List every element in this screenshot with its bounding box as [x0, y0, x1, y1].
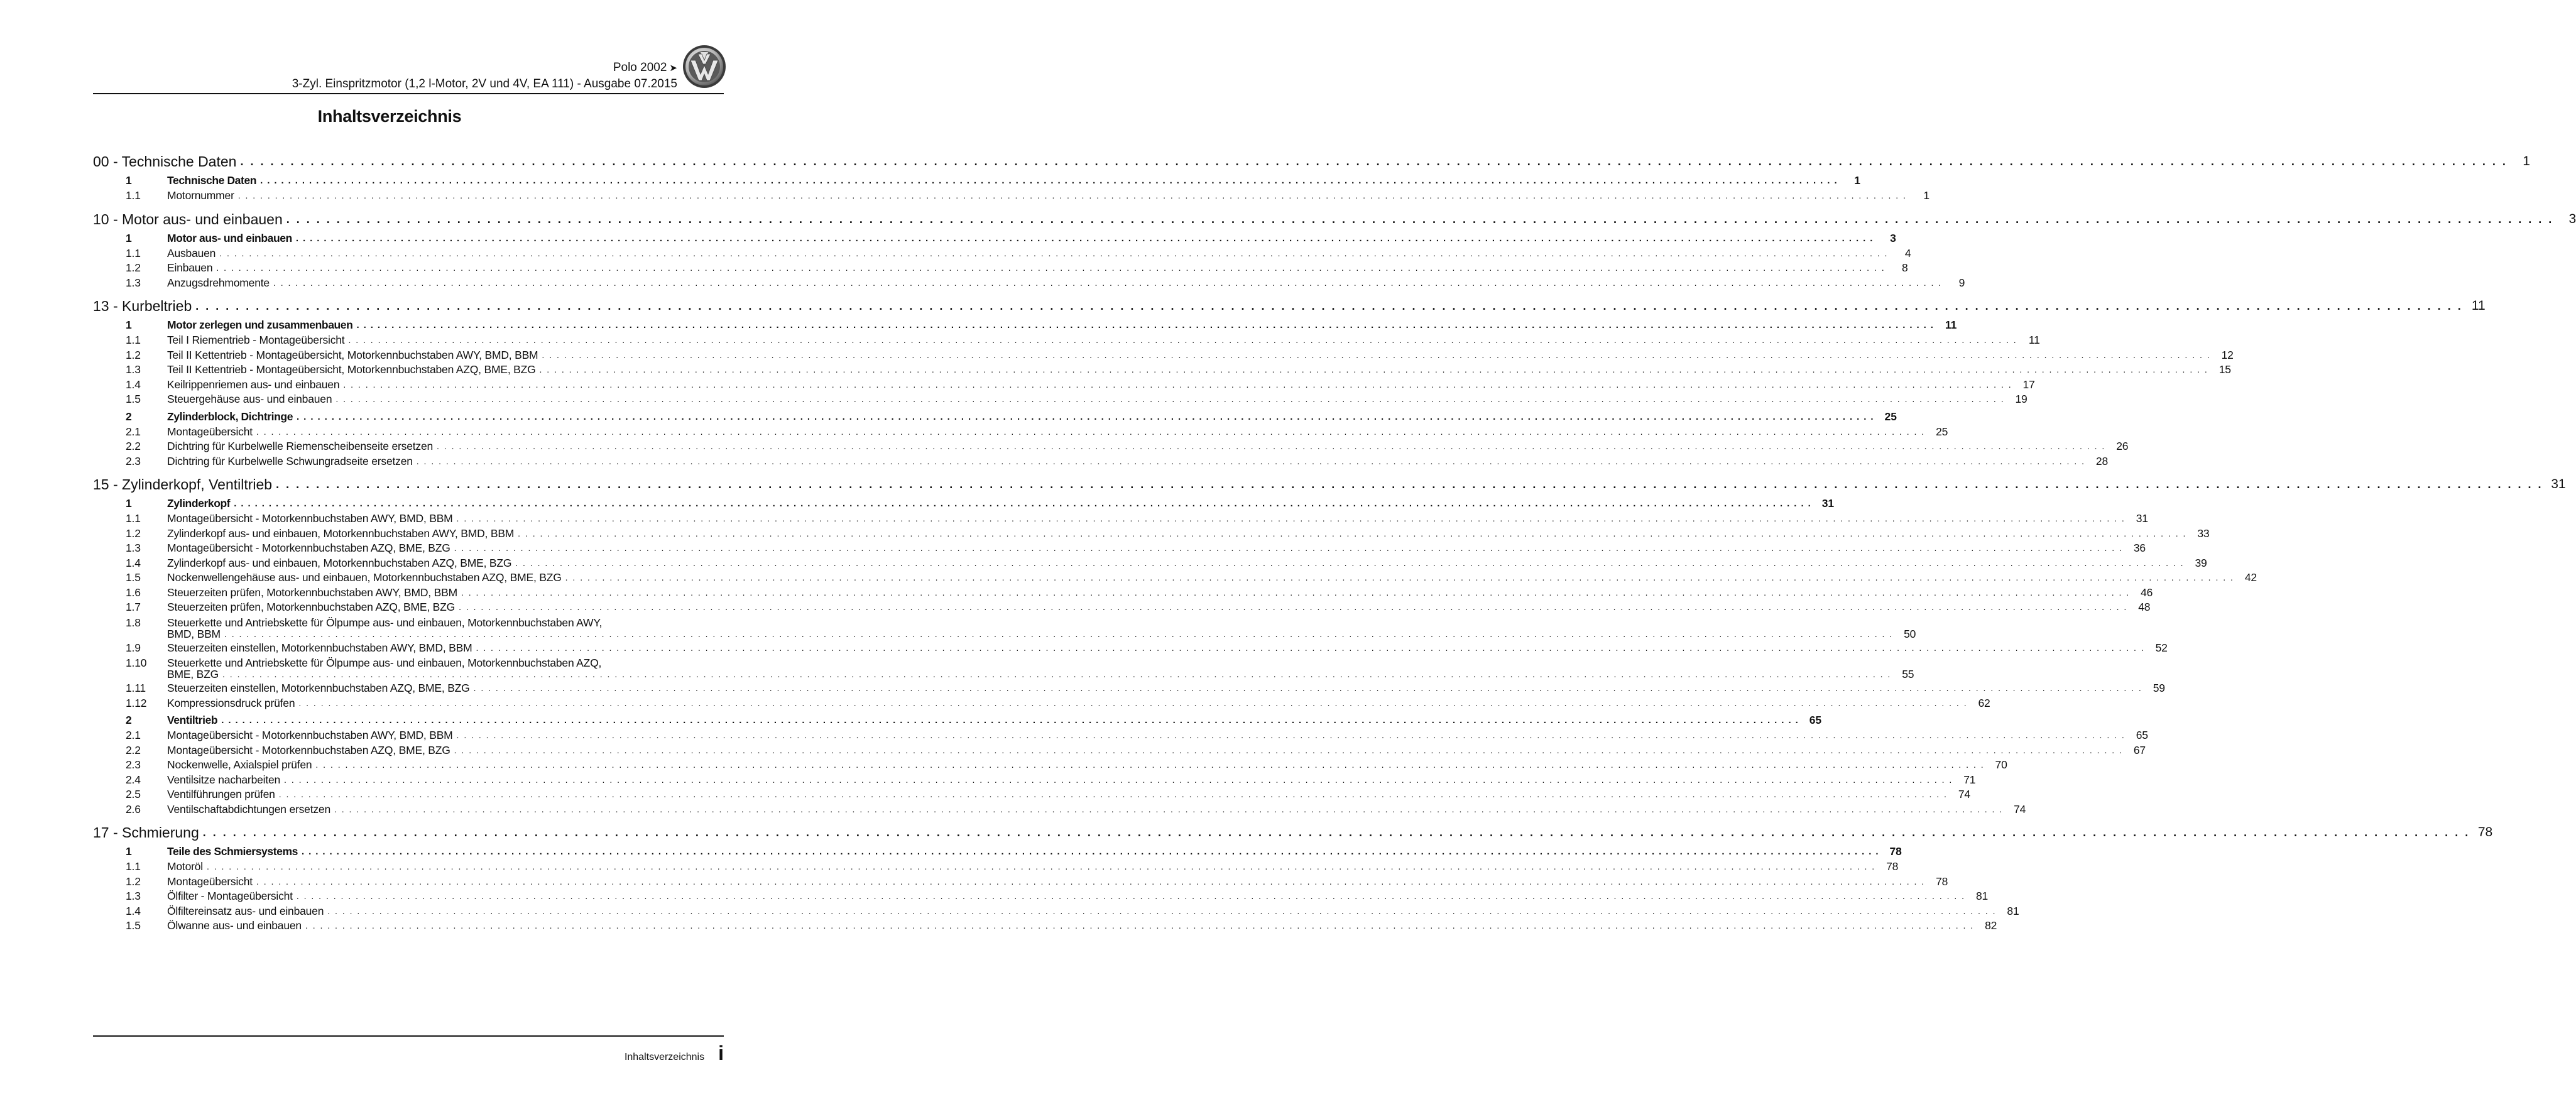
- item-number: 1: [126, 319, 132, 331]
- vw-logo-icon: [682, 44, 727, 89]
- page-ref: 3: [1890, 231, 1896, 244]
- dot-leader: [256, 875, 1925, 890]
- item-number: 1.10: [126, 657, 147, 669]
- item-title: Ventilschaftabdichtungen ersetzen: [167, 802, 330, 816]
- arrow-right-icon: ➤: [669, 63, 677, 74]
- page-ref: 15: [2219, 363, 2231, 376]
- toc-item[interactable]: [93, 511, 2148, 526]
- item-number: 1.5: [126, 393, 141, 405]
- model-name: Polo 2002: [613, 61, 667, 74]
- toc-item[interactable]: [93, 787, 1970, 802]
- model-line: [93, 60, 677, 76]
- item-title: Steuerkette und Antriebskette für Ölpumpe aus- und einbauen, Motorkennbuchstaben AWY,: [167, 616, 603, 629]
- page-ref: 67: [2133, 743, 2146, 756]
- item-title: Steuergehäuse aus- und einbauen: [167, 393, 332, 405]
- toc-section[interactable]: [93, 844, 1902, 859]
- dot-leader: [334, 802, 2003, 817]
- page-ref: 62: [1978, 696, 1990, 709]
- page-ref: 74: [2014, 802, 2026, 816]
- item-number: 1.7: [126, 601, 141, 613]
- dot-leader: [336, 392, 2004, 407]
- item-title: Teil II Kettentrieb - Montageübersicht, Motorkennbuchstaben AWY, BMD, BBM: [167, 348, 538, 361]
- toc-item[interactable]: [93, 333, 2040, 348]
- dot-leader: [417, 454, 2085, 469]
- page-ref: 4: [1904, 246, 1911, 259]
- dot-leader: [219, 246, 1888, 261]
- item-number: 1.2: [126, 348, 141, 361]
- page-ref: 78: [2477, 825, 2493, 839]
- page-ref: 1: [1854, 174, 1861, 187]
- page-ref: 1: [2523, 154, 2530, 168]
- item-title: Zylinderblock, Dichtringe: [167, 410, 293, 423]
- dot-leader: [476, 641, 2144, 656]
- item-title: Dichtring für Kurbelwelle Schwungradseite ersetzen: [167, 454, 413, 467]
- dot-leader: [356, 317, 1934, 333]
- footer-rule: [93, 1035, 724, 1037]
- item-number: 1.2: [126, 526, 141, 540]
- toc-item[interactable]: [93, 696, 1990, 711]
- dot-leader: [256, 425, 1925, 440]
- toc-section[interactable]: [93, 496, 1835, 511]
- chapter-title: 00 - Technische Daten: [93, 153, 237, 170]
- dot-leader: [207, 859, 1875, 875]
- item-number: 1: [126, 174, 132, 187]
- item-title: Ausbauen: [167, 246, 216, 259]
- dot-leader: [276, 475, 2543, 494]
- item-title-continued: BME, BZG: [167, 668, 219, 680]
- dot-leader: [221, 712, 1799, 728]
- toc-item[interactable]: [93, 188, 1929, 204]
- page-ref: 81: [2007, 904, 2019, 917]
- dot-leader: [327, 904, 1996, 919]
- toc-item[interactable]: [93, 758, 2007, 773]
- page-ref: 25: [1936, 425, 1948, 438]
- dot-leader: [454, 541, 2123, 556]
- item-title: Steuerkette und Antriebskette für Ölpumpe aus- und einbauen, Motorkennbuchstaben AZQ,: [167, 657, 602, 669]
- toc-item[interactable]: [93, 919, 1997, 934]
- dot-leader: [437, 439, 2105, 454]
- item-title: Anzugsdrehmomente: [167, 276, 270, 289]
- item-number: 1.4: [126, 556, 141, 569]
- page-ref: 74: [1958, 788, 1970, 800]
- dot-leader: [234, 496, 1811, 511]
- toc-item[interactable]: [93, 875, 1948, 890]
- item-number: 1.5: [126, 919, 141, 932]
- item-title: Montageübersicht - Motorkennbuchstaben AWY, BMD, BBM: [167, 512, 453, 525]
- dot-leader: [454, 743, 2123, 758]
- item-number: 1.1: [126, 246, 141, 259]
- dot-leader: [302, 844, 1879, 859]
- toc-chapter[interactable]: [93, 823, 2493, 842]
- item-number: 1.12: [126, 696, 147, 709]
- toc-chapter[interactable]: [93, 152, 2530, 171]
- dot-leader: [457, 511, 2126, 526]
- dot-leader: [297, 889, 1965, 904]
- item-title: Ölfilter - Montageübersicht: [167, 890, 293, 902]
- dot-leader: [260, 173, 1838, 188]
- toc-item[interactable]: [93, 802, 2026, 817]
- toc-item[interactable]: [93, 526, 2210, 542]
- dot-leader: [515, 556, 2184, 571]
- item-number: 2: [126, 714, 132, 726]
- item-title: Steuerzeiten einstellen, Motorkennbuchstaben AWY, BMD, BBM: [167, 641, 472, 654]
- toc-item[interactable]: [93, 556, 2207, 571]
- page-ref: 31: [2136, 512, 2148, 525]
- item-title: Teil I Riementrieb - Montageübersicht: [167, 334, 345, 346]
- item-title: Motor aus- und einbauen: [167, 231, 292, 244]
- item-title: Zylinderkopf aus- und einbauen, Motorkennbuchstaben AZQ, BME, BZG: [167, 556, 512, 569]
- item-number: 2.1: [126, 729, 141, 741]
- page-ref: 25: [1884, 410, 1897, 423]
- dot-leader: [297, 409, 1874, 425]
- toc-item[interactable]: [93, 363, 2231, 378]
- toc-item[interactable]: [93, 392, 2028, 407]
- page-ref: 82: [1985, 919, 1997, 932]
- item-title: Technische Daten: [167, 174, 257, 187]
- toc-item[interactable]: [93, 889, 1989, 904]
- footer-label: Inhaltsverzeichnis: [624, 1052, 705, 1062]
- item-title: Motornummer: [167, 189, 234, 202]
- item-number: 1.3: [126, 890, 141, 902]
- toc-section[interactable]: [93, 712, 1822, 728]
- item-title: Einbauen: [167, 261, 213, 274]
- item-title: Zylinderkopf aus- und einbauen, Motorkennbuchstaben AWY, BMD, BBM: [167, 526, 515, 540]
- item-number: 2.6: [126, 802, 141, 816]
- page-ref: 31: [1821, 497, 1835, 510]
- dot-leader: [343, 378, 2012, 393]
- item-number: 1.1: [126, 512, 141, 525]
- item-title: Zylinderkopf: [167, 497, 231, 510]
- toc-section[interactable]: [93, 173, 1861, 188]
- toc-chapter[interactable]: [93, 297, 2486, 315]
- item-number: 1.2: [126, 875, 141, 888]
- dot-leader: [296, 231, 1874, 246]
- item-title: Nockenwelle, Axialspiel prüfen: [167, 758, 312, 771]
- toc-section[interactable]: [93, 409, 1897, 425]
- dot-leader: [315, 758, 1984, 773]
- item-number: 1: [126, 497, 132, 510]
- page-ref: 1: [1923, 189, 1929, 202]
- page-ref: 50: [1904, 627, 1916, 640]
- dot-leader: [461, 586, 2130, 601]
- toc-chapter[interactable]: [93, 475, 2566, 494]
- page-ref: 81: [1975, 890, 1989, 902]
- item-title: Montageübersicht - Motorkennbuchstaben AZQ, BME, BZG: [167, 542, 450, 554]
- page-ref: 28: [2095, 454, 2108, 467]
- item-number: 2.5: [126, 788, 141, 800]
- table-of-contents: [93, 152, 2576, 934]
- toc-item[interactable]: [93, 615, 1916, 641]
- item-number: 1.9: [126, 641, 141, 654]
- dot-leader: [348, 333, 2017, 348]
- page-ref: 48: [2138, 601, 2151, 613]
- dot-leader: [542, 348, 2210, 363]
- page-ref: 11: [2028, 334, 2040, 346]
- item-number: 1.4: [126, 378, 141, 391]
- item-number: 1.6: [126, 586, 141, 599]
- item-title: Ölwanne aus- und einbauen: [167, 919, 302, 932]
- toc-section[interactable]: [93, 317, 1957, 333]
- item-number: 1.3: [126, 276, 141, 289]
- page-ref: 11: [1945, 319, 1957, 331]
- dot-leader: [298, 696, 1967, 711]
- page-header: [93, 60, 677, 92]
- toc-chapter[interactable]: [93, 210, 2576, 229]
- page-ref: 65: [2136, 729, 2148, 741]
- item-title: Steuerzeiten prüfen, Motorkennbuchstaben AZQ, BME, BZG: [167, 601, 456, 613]
- toc-item[interactable]: [93, 641, 2168, 656]
- dot-leader: [240, 152, 2507, 171]
- item-title: Ventiltrieb: [167, 714, 218, 726]
- dot-leader: [518, 526, 2186, 542]
- item-title: Motoröl: [167, 860, 203, 873]
- item-number: 2: [126, 410, 132, 423]
- item-number: 1.2: [126, 261, 141, 274]
- dot-leader: [238, 188, 1907, 204]
- toc-item[interactable]: [93, 454, 2108, 469]
- item-title: Steuerzeiten prüfen, Motorkennbuchstaben AWY, BMD, BBM: [167, 586, 457, 599]
- item-title: Montageübersicht: [167, 875, 253, 888]
- page-ref: 55: [1902, 668, 1914, 680]
- dot-leader: [474, 681, 2142, 696]
- toc-item[interactable]: [93, 541, 2146, 556]
- item-number: 1.8: [126, 616, 141, 629]
- page-ref: 71: [1963, 773, 1976, 786]
- page-title: Inhaltsverzeichnis: [317, 107, 462, 126]
- toc-item[interactable]: [93, 276, 1965, 291]
- toc-item[interactable]: [93, 348, 2234, 363]
- dot-leader: [540, 363, 2208, 378]
- dot-leader: [224, 628, 1893, 640]
- page-ref: 78: [1936, 875, 1948, 888]
- toc-item[interactable]: [93, 859, 1899, 875]
- dot-leader: [222, 668, 1891, 680]
- dot-leader: [565, 570, 2234, 586]
- toc-item[interactable]: [93, 743, 2146, 758]
- item-number: 1.1: [126, 189, 141, 202]
- item-title: Nockenwellengehäuse aus- und einbauen, Motorkennbuchstaben AZQ, BME, BZG: [167, 571, 562, 584]
- page-ref: 65: [1809, 714, 1822, 726]
- dot-leader: [279, 787, 1948, 802]
- chapter-title: 13 - Kurbeltrieb: [93, 298, 192, 314]
- page-ref: 46: [2141, 586, 2153, 599]
- toc-item[interactable]: [93, 261, 1908, 276]
- document-subtitle: 3-Zyl. Einspritzmotor (1,2 l-Motor, 2V und 4V, EA 111) - Ausgabe 07.2015: [292, 77, 677, 90]
- toc-item[interactable]: [93, 378, 2035, 393]
- dot-leader: [195, 297, 2462, 315]
- toc-item[interactable]: [93, 439, 2129, 454]
- toc-item[interactable]: [93, 246, 1911, 261]
- page-ref: 59: [2153, 682, 2165, 694]
- item-title: Ventilführungen prüfen: [167, 788, 275, 800]
- page-ref: 9: [1958, 276, 1965, 289]
- page-ref: 78: [1886, 860, 1899, 873]
- page-ref: 36: [2133, 542, 2146, 554]
- page-ref: 11: [2471, 298, 2486, 313]
- toc-item[interactable]: [93, 425, 1948, 440]
- item-number: 1: [126, 231, 132, 244]
- item-title: Montageübersicht: [167, 425, 253, 438]
- dot-leader: [287, 210, 2553, 229]
- item-title-continued: BMD, BBM: [167, 627, 221, 640]
- page-ref: 42: [2244, 571, 2257, 584]
- item-number: 1.5: [126, 571, 141, 584]
- item-title: Steuerzeiten einstellen, Motorkennbuchstaben AZQ, BME, BZG: [167, 682, 470, 694]
- item-title: Montageübersicht - Motorkennbuchstaben AZQ, BME, BZG: [167, 743, 450, 756]
- item-title: Teile des Schmiersystems: [167, 845, 298, 858]
- page-ref: 78: [1889, 845, 1902, 858]
- page-number: i: [718, 1042, 724, 1064]
- item-title: Ventilsitze nacharbeiten: [167, 773, 281, 786]
- item-number: 2.1: [126, 425, 141, 438]
- header-rule: [93, 93, 724, 94]
- page-ref: 26: [2116, 440, 2129, 452]
- dot-leader: [284, 773, 1953, 788]
- item-number: 2.3: [126, 758, 141, 771]
- item-number: 1.1: [126, 334, 141, 346]
- page-ref: 33: [2197, 526, 2210, 540]
- page-ref: 70: [1995, 758, 2007, 771]
- page-ref: 52: [2155, 641, 2168, 654]
- item-number: 1: [126, 845, 132, 858]
- page-ref: 12: [2221, 348, 2234, 361]
- toc-item[interactable]: [93, 570, 2257, 586]
- toc-section[interactable]: [93, 231, 1896, 246]
- item-number: 2.4: [126, 773, 141, 786]
- page-ref: 39: [2195, 556, 2207, 569]
- item-number: 1.4: [126, 904, 141, 917]
- dot-leader: [273, 276, 1942, 291]
- item-title: Montageübersicht - Motorkennbuchstaben AWY, BMD, BBM: [167, 729, 453, 741]
- chapter-title: 15 - Zylinderkopf, Ventiltrieb: [93, 476, 273, 493]
- item-number: 1.3: [126, 542, 141, 554]
- item-title: Dichtring für Kurbelwelle Riemenscheibenseite ersetzen: [167, 440, 434, 452]
- item-title: Teil II Kettentrieb - Montageübersicht, Motorkennbuchstaben AZQ, BME, BZG: [167, 363, 536, 376]
- page-ref: 31: [2551, 477, 2566, 491]
- item-number: 1.11: [126, 682, 146, 694]
- item-number: 1.3: [126, 363, 141, 376]
- toc-item[interactable]: [93, 681, 2165, 696]
- toc-item[interactable]: [93, 728, 2148, 743]
- dot-leader: [203, 823, 2470, 842]
- page-ref: 8: [1902, 261, 1908, 274]
- chapter-title: 17 - Schmierung: [93, 824, 199, 841]
- dot-leader: [216, 261, 1885, 276]
- dot-leader: [457, 728, 2126, 743]
- item-number: 2.2: [126, 743, 141, 756]
- page-ref: 19: [2015, 393, 2028, 405]
- item-title: Kompressionsdruck prüfen: [167, 696, 295, 709]
- item-title: Motor zerlegen und zusammenbauen: [167, 319, 353, 331]
- toc-item[interactable]: [93, 904, 2019, 919]
- item-title: Ölfiltereinsatz aus- und einbauen: [167, 904, 324, 917]
- toc-item[interactable]: [93, 773, 1976, 788]
- item-number: 2.3: [126, 454, 141, 467]
- dot-leader: [459, 600, 2127, 615]
- chapter-title: 10 - Motor aus- und einbauen: [93, 210, 283, 227]
- dot-leader: [305, 919, 1974, 934]
- toc-item[interactable]: [93, 600, 2151, 615]
- item-number: 1.1: [126, 860, 141, 873]
- page-footer: [625, 1043, 724, 1063]
- toc-item[interactable]: [93, 586, 2153, 601]
- item-number: 2.2: [126, 440, 141, 452]
- item-title: Keilrippenriemen aus- und einbauen: [167, 378, 340, 391]
- toc-item[interactable]: [93, 655, 1914, 681]
- page-ref: 17: [2022, 378, 2035, 391]
- page-ref: 3: [2568, 211, 2576, 226]
